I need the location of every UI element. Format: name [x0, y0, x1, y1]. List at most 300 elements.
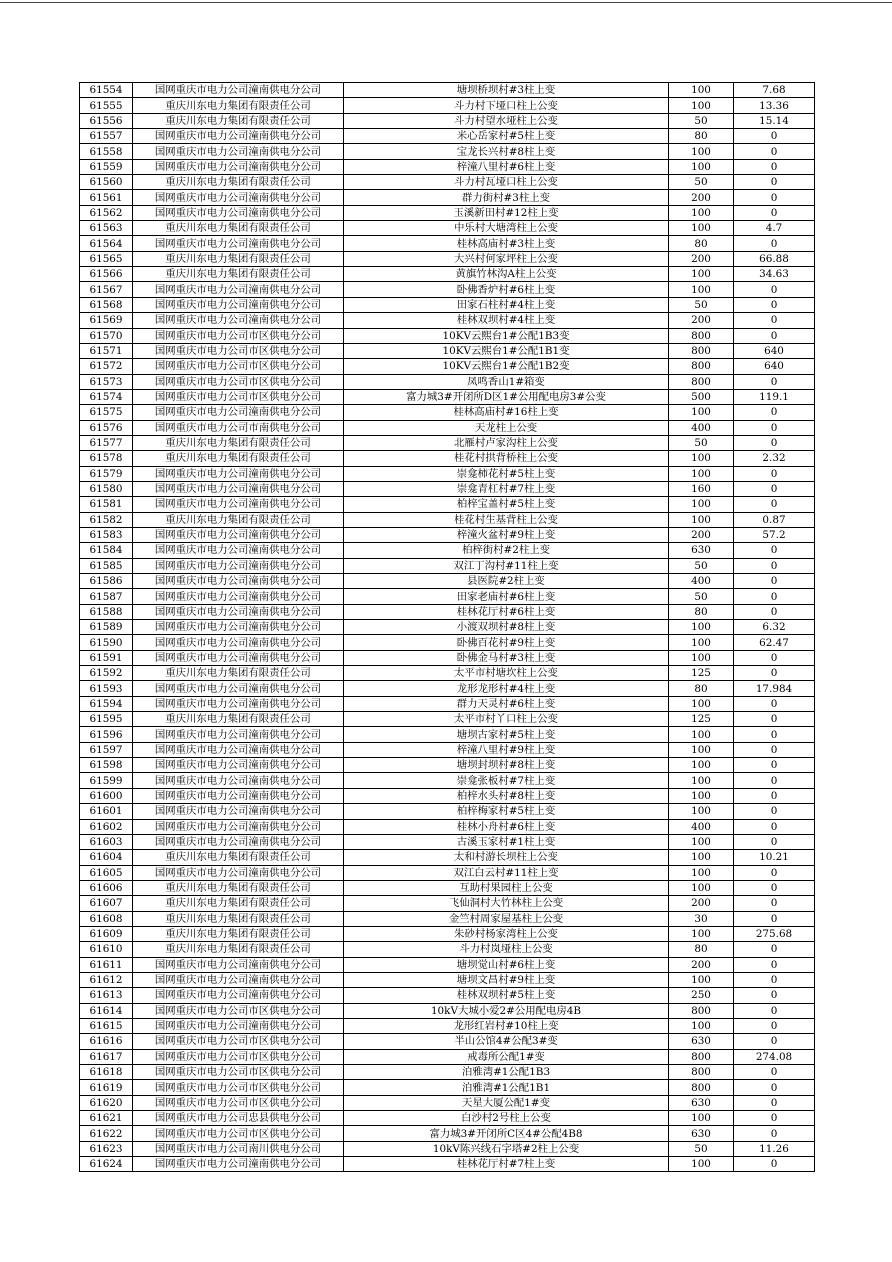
transformer-name-cell: 宝龙长兴村#8柱上变 — [344, 144, 669, 159]
capacity-cell: 50 — [669, 558, 734, 573]
table-row — [80, 113, 815, 128]
transformer-name-cell: 大兴村何家坪柱上公变 — [344, 251, 669, 266]
table-row — [80, 175, 815, 190]
capacity-cell: 400 — [669, 420, 734, 435]
capacity-cell: 800 — [669, 343, 734, 358]
transformer-name-cell: 富力城3#开闭所C区4#公配4B8 — [344, 1126, 669, 1141]
value-cell: 0 — [734, 650, 815, 665]
capacity-cell: 200 — [669, 251, 734, 266]
company-cell: 重庆川东电力集团有限责任公司 — [133, 896, 344, 911]
table-row — [80, 696, 815, 711]
value-cell: 6.32 — [734, 620, 815, 635]
capacity-cell: 50 — [669, 175, 734, 190]
capacity-cell: 100 — [669, 1111, 734, 1126]
transformer-name-cell: 太和村游长坝柱上公变 — [344, 850, 669, 865]
company-cell: 国网重庆市电力公司潼南供电分公司 — [133, 758, 344, 773]
value-cell: 0 — [734, 558, 815, 573]
value-cell: 17.984 — [734, 681, 815, 696]
table-row — [80, 957, 815, 972]
capacity-cell: 100 — [669, 405, 734, 420]
company-cell: 国网重庆市电力公司潼南供电分公司 — [133, 988, 344, 1003]
company-cell: 国网重庆市电力公司市区供电分公司 — [133, 1065, 344, 1080]
company-cell: 国网重庆市电力公司南川供电分公司 — [133, 1141, 344, 1156]
value-cell: 640 — [734, 343, 815, 358]
value-cell: 640 — [734, 359, 815, 374]
transformer-name-cell: 塘坝封坝村#8柱上变 — [344, 758, 669, 773]
capacity-cell: 100 — [669, 758, 734, 773]
company-cell: 国网重庆市电力公司潼南供电分公司 — [133, 497, 344, 512]
company-cell: 重庆川东电力集团有限责任公司 — [133, 926, 344, 941]
table-row — [80, 236, 815, 251]
row-id-cell: 61557 — [80, 129, 133, 144]
capacity-cell: 800 — [669, 359, 734, 374]
company-cell: 国网重庆市电力公司潼南供电分公司 — [133, 144, 344, 159]
table-row — [80, 911, 815, 926]
row-id-cell: 61561 — [80, 190, 133, 205]
row-id-cell: 61581 — [80, 497, 133, 512]
row-id-cell: 61576 — [80, 420, 133, 435]
value-cell: 0 — [734, 727, 815, 742]
row-id-cell: 61592 — [80, 666, 133, 681]
transformer-name-cell: 柏梓水头村#8柱上变 — [344, 788, 669, 803]
transformer-name-cell: 崇龛张板村#7柱上变 — [344, 773, 669, 788]
company-cell: 重庆川东电力集团有限责任公司 — [133, 221, 344, 236]
capacity-cell: 100 — [669, 773, 734, 788]
company-cell: 重庆川东电力集团有限责任公司 — [133, 175, 344, 190]
company-cell: 国网重庆市电力公司潼南供电分公司 — [133, 83, 344, 98]
row-id-cell: 61613 — [80, 988, 133, 1003]
transformer-name-cell: 桂林小舟村#6柱上变 — [344, 819, 669, 834]
row-id-cell: 61589 — [80, 620, 133, 635]
row-id-cell: 61571 — [80, 343, 133, 358]
table-row — [80, 205, 815, 220]
capacity-cell: 100 — [669, 83, 734, 98]
capacity-cell: 125 — [669, 712, 734, 727]
capacity-cell: 100 — [669, 221, 734, 236]
row-id-cell: 61609 — [80, 926, 133, 941]
row-id-cell: 61568 — [80, 297, 133, 312]
company-cell: 国网重庆市电力公司潼南供电分公司 — [133, 834, 344, 849]
table-row — [80, 758, 815, 773]
company-cell: 国网重庆市电力公司市区供电分公司 — [133, 359, 344, 374]
capacity-cell: 80 — [669, 236, 734, 251]
value-cell: 0 — [734, 190, 815, 205]
value-cell: 0 — [734, 773, 815, 788]
transformer-name-cell: 10KV云熙台1#公配1B2变 — [344, 359, 669, 374]
capacity-cell: 800 — [669, 1003, 734, 1018]
company-cell: 国网重庆市电力公司潼南供电分公司 — [133, 819, 344, 834]
transformer-name-cell: 桂林花厅村#7柱上变 — [344, 1157, 669, 1172]
company-cell: 重庆川东电力集团有限责任公司 — [133, 113, 344, 128]
capacity-cell: 400 — [669, 819, 734, 834]
table-row — [80, 512, 815, 527]
company-cell: 国网重庆市电力公司潼南供电分公司 — [133, 236, 344, 251]
row-id-cell: 61565 — [80, 251, 133, 266]
table-row — [80, 1034, 815, 1049]
table-row — [80, 1018, 815, 1033]
transformer-name-cell: 塘坝桥坝村#3柱上变 — [344, 83, 669, 98]
capacity-cell: 630 — [669, 1126, 734, 1141]
transformer-name-cell: 柏梓宝盖村#5柱上变 — [344, 497, 669, 512]
value-cell: 0 — [734, 236, 815, 251]
transformer-name-cell: 小渡双坝村#8柱上变 — [344, 620, 669, 635]
row-id-cell: 61605 — [80, 865, 133, 880]
capacity-cell: 800 — [669, 1049, 734, 1064]
capacity-cell: 80 — [669, 681, 734, 696]
transformer-name-cell: 斗力村岚垭柱上公变 — [344, 942, 669, 957]
capacity-cell: 100 — [669, 282, 734, 297]
row-id-cell: 61566 — [80, 267, 133, 282]
value-cell: 0 — [734, 911, 815, 926]
table-row — [80, 451, 815, 466]
value-cell: 0 — [734, 865, 815, 880]
page-top-rule — [0, 2, 892, 3]
table-row — [80, 558, 815, 573]
table-row — [80, 880, 815, 895]
substation-table — [79, 82, 815, 1172]
transformer-name-cell: 黄旗竹林沟A柱上公变 — [344, 267, 669, 282]
capacity-cell: 100 — [669, 788, 734, 803]
company-cell: 国网重庆市电力公司市区供电分公司 — [133, 328, 344, 343]
value-cell: 275.68 — [734, 926, 815, 941]
company-cell: 国网重庆市电力公司市区供电分公司 — [133, 1049, 344, 1064]
table-row — [80, 527, 815, 542]
table-row — [80, 604, 815, 619]
row-id-cell: 61558 — [80, 144, 133, 159]
capacity-cell: 80 — [669, 129, 734, 144]
capacity-cell: 50 — [669, 435, 734, 450]
company-cell: 国网重庆市电力公司潼南供电分公司 — [133, 681, 344, 696]
row-id-cell: 61574 — [80, 389, 133, 404]
company-cell: 重庆川东电力集团有限责任公司 — [133, 267, 344, 282]
company-cell: 重庆川东电力集团有限责任公司 — [133, 435, 344, 450]
value-cell: 10.21 — [734, 850, 815, 865]
capacity-cell: 100 — [669, 865, 734, 880]
row-id-cell: 61602 — [80, 819, 133, 834]
capacity-cell: 100 — [669, 696, 734, 711]
transformer-name-cell: 县医院#2柱上变 — [344, 574, 669, 589]
transformer-name-cell: 斗力村望水垭柱上公变 — [344, 113, 669, 128]
table-row — [80, 834, 815, 849]
table-row — [80, 1141, 815, 1156]
value-cell: 0 — [734, 420, 815, 435]
row-id-cell: 61614 — [80, 1003, 133, 1018]
value-cell: 4.7 — [734, 221, 815, 236]
transformer-name-cell: 飞仙洞村大竹林柱上公变 — [344, 896, 669, 911]
company-cell: 国网重庆市电力公司潼南供电分公司 — [133, 574, 344, 589]
row-id-cell: 61612 — [80, 972, 133, 987]
capacity-cell: 200 — [669, 896, 734, 911]
company-cell: 国网重庆市电力公司潼南供电分公司 — [133, 972, 344, 987]
value-cell: 0 — [734, 819, 815, 834]
capacity-cell: 100 — [669, 620, 734, 635]
company-cell: 国网重庆市电力公司潼南供电分公司 — [133, 543, 344, 558]
value-cell: 0 — [734, 1065, 815, 1080]
value-cell: 0 — [734, 481, 815, 496]
table-row — [80, 159, 815, 174]
value-cell: 0 — [734, 297, 815, 312]
value-cell: 0 — [734, 466, 815, 481]
row-id-cell: 61567 — [80, 282, 133, 297]
table-row — [80, 405, 815, 420]
company-cell: 重庆川东电力集团有限责任公司 — [133, 712, 344, 727]
row-id-cell: 61603 — [80, 834, 133, 849]
transformer-name-cell: 崇龛青杠村#7柱上变 — [344, 481, 669, 496]
row-id-cell: 61620 — [80, 1095, 133, 1110]
company-cell: 重庆川东电力集团有限责任公司 — [133, 451, 344, 466]
table-row — [80, 374, 815, 389]
table-row — [80, 313, 815, 328]
transformer-name-cell: 天星大厦公配1#变 — [344, 1095, 669, 1110]
table-row — [80, 574, 815, 589]
row-id-cell: 61572 — [80, 359, 133, 374]
table-row — [80, 435, 815, 450]
transformer-name-cell: 10kV陈兴线石字塔#2柱上公变 — [344, 1141, 669, 1156]
company-cell: 国网重庆市电力公司潼南供电分公司 — [133, 129, 344, 144]
row-id-cell: 61582 — [80, 512, 133, 527]
row-id-cell: 61617 — [80, 1049, 133, 1064]
value-cell: 0 — [734, 574, 815, 589]
row-id-cell: 61611 — [80, 957, 133, 972]
transformer-name-cell: 桂花村生基背柱上公变 — [344, 512, 669, 527]
value-cell: 0 — [734, 834, 815, 849]
company-cell: 重庆川东电力集团有限责任公司 — [133, 942, 344, 957]
transformer-name-cell: 米心岳家村#5柱上变 — [344, 129, 669, 144]
value-cell: 66.88 — [734, 251, 815, 266]
company-cell: 重庆川东电力集团有限责任公司 — [133, 251, 344, 266]
capacity-cell: 80 — [669, 604, 734, 619]
value-cell: 0.87 — [734, 512, 815, 527]
transformer-name-cell: 崇龛柿花村#5柱上变 — [344, 466, 669, 481]
company-cell: 国网重庆市电力公司潼南供电分公司 — [133, 865, 344, 880]
capacity-cell: 100 — [669, 512, 734, 527]
capacity-cell: 100 — [669, 972, 734, 987]
row-id-cell: 61591 — [80, 650, 133, 665]
table-row — [80, 83, 815, 98]
value-cell: 0 — [734, 1018, 815, 1033]
transformer-name-cell: 富力城3#开闭所D区1#公用配电房3#公变 — [344, 389, 669, 404]
company-cell: 国网重庆市电力公司市区供电分公司 — [133, 389, 344, 404]
company-cell: 国网重庆市电力公司潼南供电分公司 — [133, 804, 344, 819]
transformer-name-cell: 泊雅湾#1公配1B3 — [344, 1065, 669, 1080]
value-cell: 0 — [734, 144, 815, 159]
capacity-cell: 125 — [669, 666, 734, 681]
row-id-cell: 61623 — [80, 1141, 133, 1156]
value-cell: 0 — [734, 1034, 815, 1049]
row-id-cell: 61585 — [80, 558, 133, 573]
table-row — [80, 1095, 815, 1110]
row-id-cell: 61580 — [80, 481, 133, 496]
company-cell: 国网重庆市电力公司潼南供电分公司 — [133, 589, 344, 604]
row-id-cell: 61559 — [80, 159, 133, 174]
table-row — [80, 788, 815, 803]
transformer-name-cell: 桂林高庙村#16柱上变 — [344, 405, 669, 420]
table-row — [80, 804, 815, 819]
value-cell: 0 — [734, 159, 815, 174]
company-cell: 国网重庆市电力公司潼南供电分公司 — [133, 635, 344, 650]
table-row — [80, 144, 815, 159]
table-row — [80, 267, 815, 282]
table-row — [80, 190, 815, 205]
row-id-cell: 61621 — [80, 1111, 133, 1126]
capacity-cell: 630 — [669, 1095, 734, 1110]
transformer-name-cell: 天龙柱上公变 — [344, 420, 669, 435]
transformer-name-cell: 卧佛香炉村#6柱上变 — [344, 282, 669, 297]
table-row — [80, 389, 815, 404]
company-cell: 国网重庆市电力公司潼南供电分公司 — [133, 159, 344, 174]
company-cell: 重庆川东电力集团有限责任公司 — [133, 911, 344, 926]
company-cell: 国网重庆市电力公司潼南供电分公司 — [133, 650, 344, 665]
table-row — [80, 850, 815, 865]
row-id-cell: 61575 — [80, 405, 133, 420]
capacity-cell: 100 — [669, 205, 734, 220]
transformer-name-cell: 桂林花厅村#6柱上变 — [344, 604, 669, 619]
row-id-cell: 61583 — [80, 527, 133, 542]
value-cell: 0 — [734, 696, 815, 711]
transformer-name-cell: 桂林双坝村#5柱上变 — [344, 988, 669, 1003]
table-row — [80, 988, 815, 1003]
company-cell: 重庆川东电力集团有限责任公司 — [133, 850, 344, 865]
company-cell: 国网重庆市电力公司潼南供电分公司 — [133, 205, 344, 220]
transformer-name-cell: 塘坝古家村#5柱上变 — [344, 727, 669, 742]
capacity-cell: 630 — [669, 1034, 734, 1049]
table-row — [80, 896, 815, 911]
table-row — [80, 635, 815, 650]
capacity-cell: 100 — [669, 727, 734, 742]
company-cell: 国网重庆市电力公司潼南供电分公司 — [133, 788, 344, 803]
company-cell: 国网重庆市电力公司市区供电分公司 — [133, 1126, 344, 1141]
transformer-name-cell: 10KV云熙台1#公配1B1变 — [344, 343, 669, 358]
transformer-name-cell: 朱砂村杨家湾柱上公变 — [344, 926, 669, 941]
row-id-cell: 61597 — [80, 742, 133, 757]
capacity-cell: 200 — [669, 313, 734, 328]
company-cell: 重庆川东电力集团有限责任公司 — [133, 880, 344, 895]
transformer-name-cell: 塘坝文昌村#9柱上变 — [344, 972, 669, 987]
company-cell: 国网重庆市电力公司忠县供电分公司 — [133, 1111, 344, 1126]
company-cell: 国网重庆市电力公司潼南供电分公司 — [133, 481, 344, 496]
table-row — [80, 466, 815, 481]
row-id-cell: 61615 — [80, 1018, 133, 1033]
table-row — [80, 251, 815, 266]
capacity-cell: 100 — [669, 159, 734, 174]
company-cell: 国网重庆市电力公司潼南供电分公司 — [133, 558, 344, 573]
capacity-cell: 200 — [669, 957, 734, 972]
table-row — [80, 1126, 815, 1141]
row-id-cell: 61599 — [80, 773, 133, 788]
transformer-name-cell: 桂林高庙村#3柱上变 — [344, 236, 669, 251]
capacity-cell: 100 — [669, 497, 734, 512]
table-row — [80, 1111, 815, 1126]
capacity-cell: 800 — [669, 374, 734, 389]
transformer-name-cell: 凤鸣香山1#箱变 — [344, 374, 669, 389]
value-cell: 0 — [734, 712, 815, 727]
capacity-cell: 100 — [669, 466, 734, 481]
row-id-cell: 61573 — [80, 374, 133, 389]
transformer-name-cell: 太平市村塘坎柱上公变 — [344, 666, 669, 681]
value-cell: 0 — [734, 589, 815, 604]
value-cell: 0 — [734, 1126, 815, 1141]
company-cell: 重庆川东电力集团有限责任公司 — [133, 512, 344, 527]
value-cell: 0 — [734, 942, 815, 957]
company-cell: 国网重庆市电力公司市区供电分公司 — [133, 374, 344, 389]
table-row — [80, 98, 815, 113]
company-cell: 国网重庆市电力公司潼南供电分公司 — [133, 604, 344, 619]
transformer-name-cell: 柏梓梅家村#5柱上变 — [344, 804, 669, 819]
table-row — [80, 1049, 815, 1064]
table-row — [80, 282, 815, 297]
value-cell: 0 — [734, 282, 815, 297]
table-row — [80, 297, 815, 312]
company-cell: 国网重庆市电力公司潼南供电分公司 — [133, 466, 344, 481]
transformer-name-cell: 群力街村#3柱上变 — [344, 190, 669, 205]
table-row — [80, 1157, 815, 1172]
capacity-cell: 100 — [669, 650, 734, 665]
value-cell: 15.14 — [734, 113, 815, 128]
capacity-cell: 800 — [669, 328, 734, 343]
company-cell: 国网重庆市电力公司潼南供电分公司 — [133, 297, 344, 312]
value-cell: 13.36 — [734, 98, 815, 113]
capacity-cell: 80 — [669, 942, 734, 957]
capacity-cell: 50 — [669, 1141, 734, 1156]
transformer-name-cell: 梓潼八里村#6柱上变 — [344, 159, 669, 174]
transformer-name-cell: 田家石柱村#4柱上变 — [344, 297, 669, 312]
capacity-cell: 160 — [669, 481, 734, 496]
capacity-cell: 100 — [669, 1018, 734, 1033]
value-cell: 0 — [734, 788, 815, 803]
row-id-cell: 61598 — [80, 758, 133, 773]
table-row — [80, 650, 815, 665]
row-id-cell: 61610 — [80, 942, 133, 957]
company-cell: 国网重庆市电力公司潼南供电分公司 — [133, 190, 344, 205]
value-cell: 2.32 — [734, 451, 815, 466]
value-cell: 11.26 — [734, 1141, 815, 1156]
transformer-name-cell: 龙形龙形村#4柱上变 — [344, 681, 669, 696]
capacity-cell: 800 — [669, 1065, 734, 1080]
table-row — [80, 221, 815, 236]
capacity-cell: 630 — [669, 543, 734, 558]
transformer-name-cell: 戒毒所公配1#变 — [344, 1049, 669, 1064]
capacity-cell: 100 — [669, 804, 734, 819]
transformer-name-cell: 斗力村下垭口柱上公变 — [344, 98, 669, 113]
table-row — [80, 666, 815, 681]
table-row — [80, 865, 815, 880]
company-cell: 国网重庆市电力公司潼南供电分公司 — [133, 527, 344, 542]
value-cell: 0 — [734, 497, 815, 512]
row-id-cell: 61579 — [80, 466, 133, 481]
value-cell: 0 — [734, 543, 815, 558]
transformer-name-cell: 双江白云村#11柱上变 — [344, 865, 669, 880]
transformer-name-cell: 桂林双坝村#4柱上变 — [344, 313, 669, 328]
row-id-cell: 61619 — [80, 1080, 133, 1095]
transformer-name-cell: 卧佛金马村#3柱上变 — [344, 650, 669, 665]
transformer-name-cell: 10KV云熙台1#公配1B3变 — [344, 328, 669, 343]
capacity-cell: 500 — [669, 389, 734, 404]
transformer-name-cell: 北雁村卢家沟柱上公变 — [344, 435, 669, 450]
row-id-cell: 61604 — [80, 850, 133, 865]
row-id-cell: 61564 — [80, 236, 133, 251]
table-row — [80, 589, 815, 604]
row-id-cell: 61616 — [80, 1034, 133, 1049]
table-row — [80, 727, 815, 742]
capacity-cell: 100 — [669, 880, 734, 895]
row-id-cell: 61595 — [80, 712, 133, 727]
value-cell: 0 — [734, 604, 815, 619]
row-id-cell: 61601 — [80, 804, 133, 819]
transformer-name-cell: 金竺村周家屋基柱上公变 — [344, 911, 669, 926]
table-row — [80, 1003, 815, 1018]
row-id-cell: 61584 — [80, 543, 133, 558]
table-row — [80, 972, 815, 987]
